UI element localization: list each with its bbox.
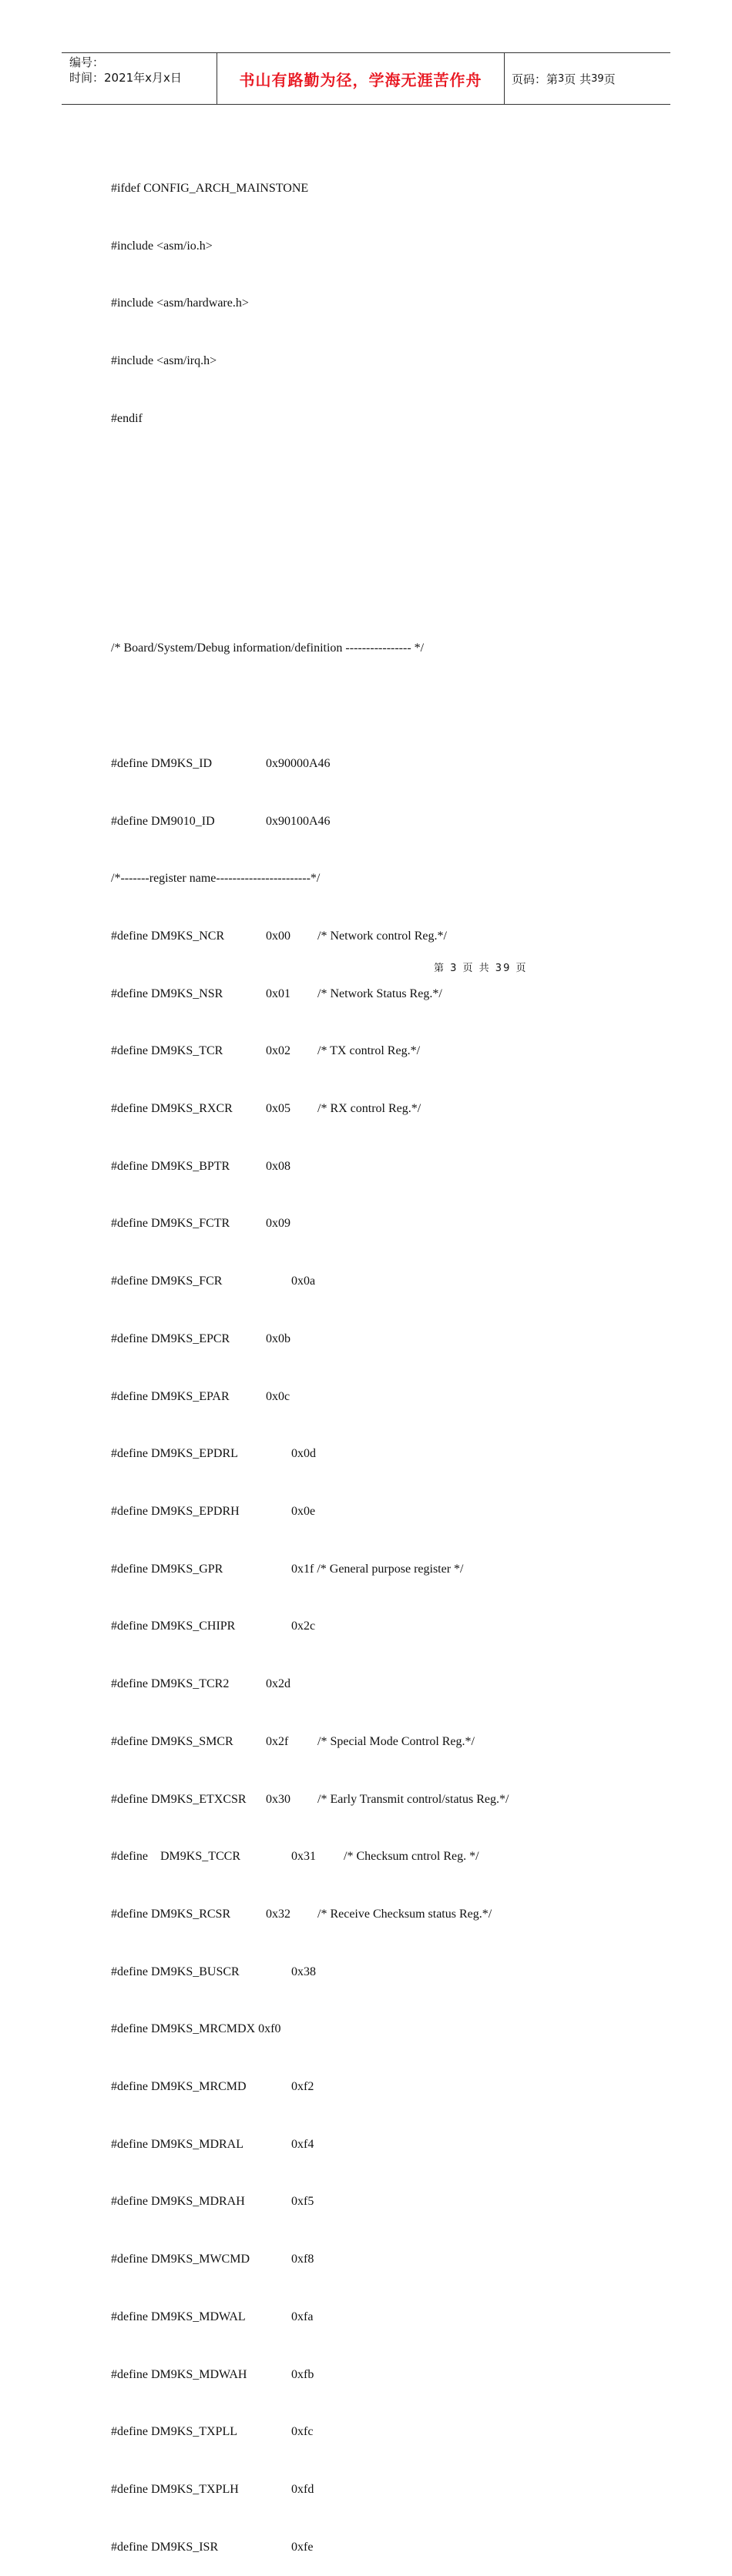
- define-line: #define DM9KS_NSR 0x01 /* Network Status Reg.*/: [111, 987, 442, 1000]
- page-total: 39: [591, 73, 604, 85]
- define-line: #define DM9KS_RXCR 0x05 /* RX control Reg.*/: [111, 1102, 421, 1116]
- code-line: #include <asm/io.h>: [111, 239, 213, 253]
- blank-line: [111, 524, 424, 544]
- define-line: #define DM9KS_TCR 0x02 /* TX control Reg.*/: [111, 1044, 421, 1058]
- code-comment: /* Board/System/Debug information/definition ---------------- */: [111, 641, 425, 655]
- page-footer: 第 3 页 共 39 页: [434, 963, 528, 974]
- page-mid: 页 共: [564, 72, 592, 86]
- page-prefix: 页码：第: [512, 72, 559, 86]
- define-line: #define DM9KS_TXPLL 0xfc: [111, 2425, 314, 2439]
- define-line: #define DM9KS_TCR2 0x2d: [111, 1677, 290, 1691]
- define-line: #define DM9KS_MRCMDX 0xf0: [111, 2022, 281, 2036]
- code-comment: /*-------register name-----------------------*/: [111, 872, 321, 886]
- code-line: #include <asm/irq.h>: [111, 353, 217, 367]
- define-line: #define DM9KS_CHIPR 0x2c: [111, 1620, 316, 1633]
- define-line: #define DM9KS_MDWAH 0xfb: [111, 2367, 314, 2381]
- define-line: #define DM9KS_MDRAL 0xf4: [111, 2137, 314, 2151]
- header-motto: 书山有路勤为径，学海无涯苦作舟: [239, 71, 482, 89]
- define-line: #define DM9KS_GPR 0x1f /* General purpose register */: [111, 1562, 464, 1576]
- define-line: #define DM9KS_TCCR 0x31 /* Checksum cntrol Reg. */: [111, 1850, 479, 1864]
- doc-number-label: 编号：: [69, 55, 105, 69]
- code-line: #ifdef CONFIG_ARCH_MAINSTONE: [111, 181, 309, 195]
- define-line: #define DM9KS_MRCMD 0xf2: [111, 2080, 314, 2094]
- define-line: #define DM9KS_SMCR 0x2f /* Special Mode Control Reg.*/: [111, 1734, 475, 1748]
- define-line: #define DM9KS_ETXCSR 0x30 /* Early Transmit control/status Reg.*/: [111, 1792, 509, 1806]
- define-line: #define DM9KS_EPDRL 0x0d: [111, 1447, 316, 1461]
- define-line: #define DM9KS_RCSR 0x32 /* Receive Checksum status Reg.*/: [111, 1907, 492, 1921]
- blank-line: [111, 582, 424, 601]
- define-line: #define DM9KS_EPDRH 0x0e: [111, 1504, 316, 1518]
- blank-line: [111, 697, 424, 716]
- page-suffix: 页: [603, 72, 616, 86]
- doc-time-label: 时间：2021年x月x日: [69, 71, 182, 85]
- define-line: #define DM9KS_MDRAH 0xf5: [111, 2195, 314, 2209]
- header-divider: [504, 53, 505, 104]
- define-line: #define DM9KS_MWCMD 0xf8: [111, 2253, 314, 2266]
- define-line: #define DM9010_ID 0x90100A46: [111, 814, 331, 828]
- code-line: #include <asm/hardware.h>: [111, 296, 249, 310]
- define-line: #define DM9KS_FCTR 0x09: [111, 1217, 290, 1231]
- define-line: #define DM9KS_MDWAL 0xfa: [111, 2310, 314, 2323]
- define-line: #define DM9KS_FCR 0x0a: [111, 1275, 316, 1288]
- define-line: #define DM9KS_NCR 0x00 /* Network control Reg.*/: [111, 929, 447, 943]
- page-header: [62, 52, 670, 105]
- define-line: #define DM9KS_BUSCR 0x38: [111, 1965, 316, 1978]
- define-line: #define DM9KS_EPCR 0x0b: [111, 1332, 290, 1345]
- define-line: #define DM9KS_ISR 0xfe: [111, 2540, 314, 2554]
- header-page-info: [512, 53, 616, 105]
- define-line: #define DM9KS_ID 0x90000A46: [111, 756, 331, 770]
- header-meta: [69, 55, 182, 85]
- code-line: #endif: [111, 411, 143, 425]
- page-current: 3: [558, 73, 565, 85]
- define-line: #define DM9KS_TXPLH 0xfd: [111, 2482, 314, 2496]
- define-line: #define DM9KS_EPAR 0x0c: [111, 1389, 290, 1403]
- define-line: #define DM9KS_BPTR 0x08: [111, 1159, 290, 1173]
- blank-line: [111, 467, 424, 486]
